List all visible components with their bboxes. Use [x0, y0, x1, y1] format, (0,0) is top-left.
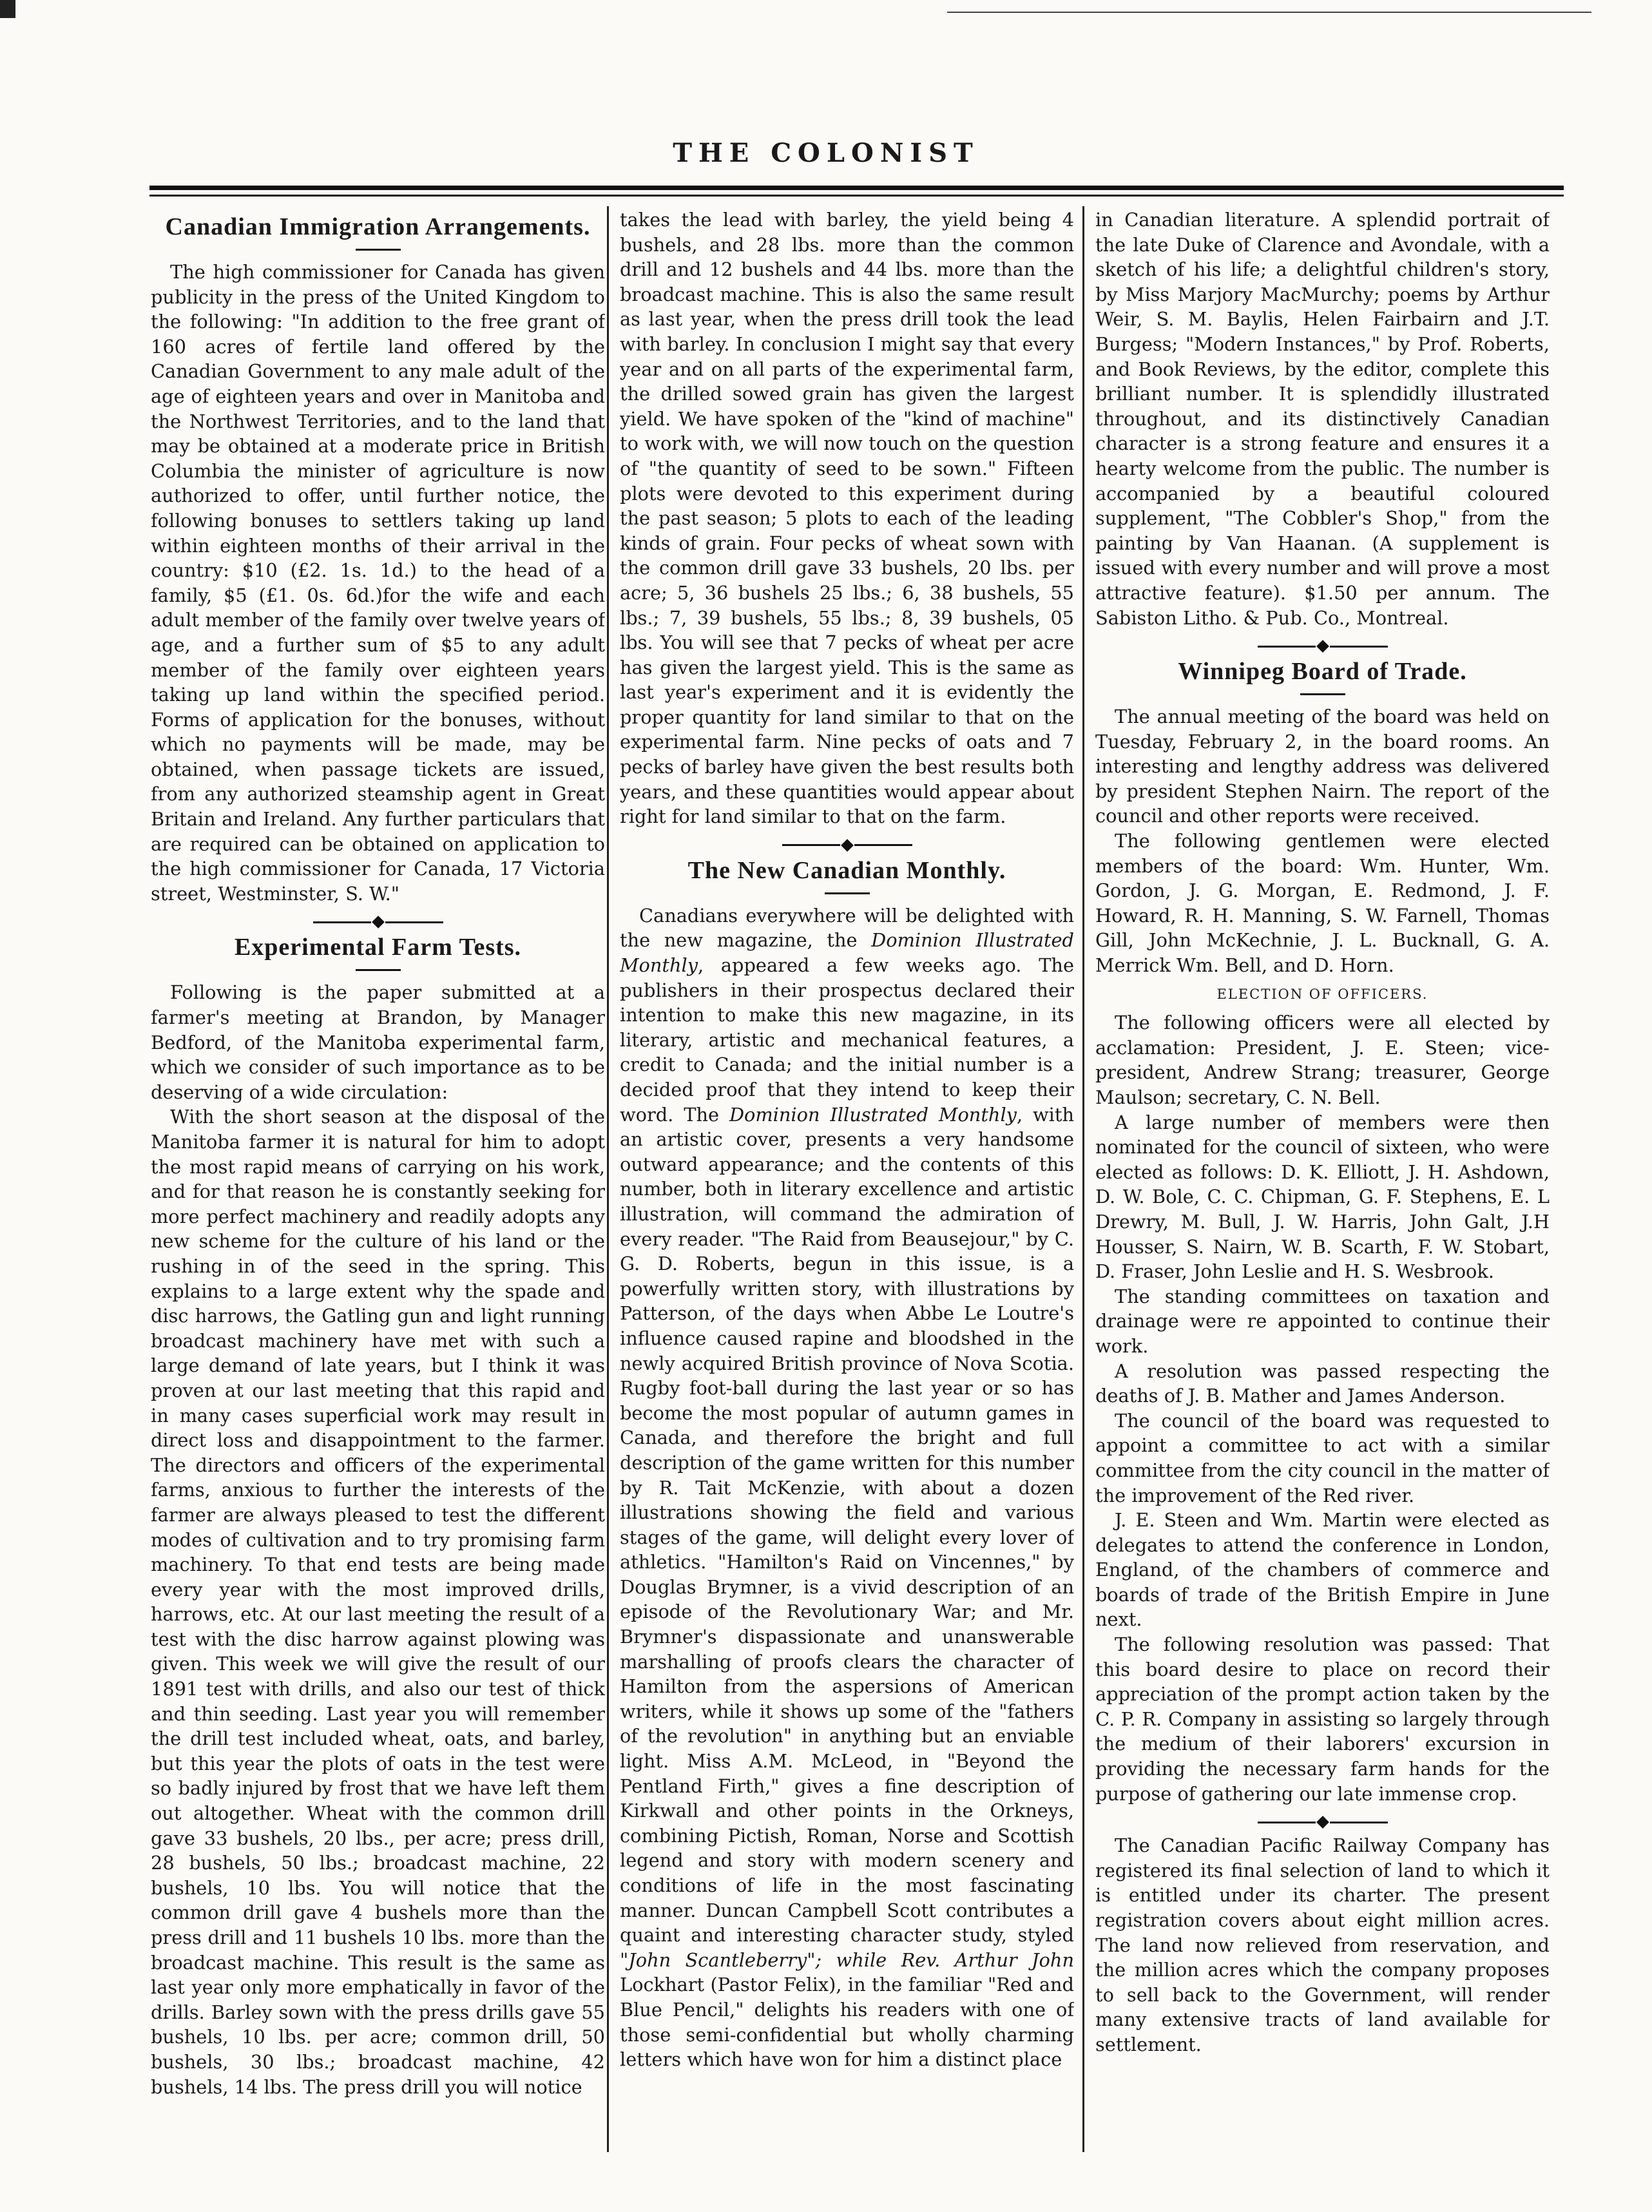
section-ornament	[620, 841, 1074, 850]
article-paragraph-continued: takes the lead with barley, the yield being 4 bushels, and 28 lbs. more than the common drill and 12 bushels and 44 lbs. more than the broadcast machine. This is also the same result as last year, when the press drill took the lead with barley. In conclusion I might say that every year and on all parts of the experimental farm, the drilled sowed grain has given the largest yield. We have spoken of the "kind of machine" to work with, we will now touch on the question of "the quantity of seed to be sown." Fifteen plots were devoted to this experiment during the past season; 5 plots to each of the leading kinds of grain. Four pecks of wheat sown with the common drill gave 33 bushels, 20 lbs. per acre; 5, 36 bushels 25 lbs.; 6, 38 bushels, 55 lbs.; 7, 39 bushels, 55 lbs.; 8, 39 bushels, 05 lbs. You will see that 7 pecks of wheat per acre has given the largest yield. This is the same as last year's experiment and it is evidently the proper quantity for land similar to that on the experimental farm. Nine pecks of oats and 7 pecks of barley have given the best results both years, and these quantities would appear about right for land similar to that on the farm.	[620, 209, 1074, 828]
article-title-monthly: The New Canadian Monthly.	[687, 856, 1006, 884]
text-run: Lockhart (Pastor Felix), in the familiar "Red and Blue Pencil," delights his readers with one of those semi-confidential but wholly charming letters which have won for him a distinct place	[620, 1974, 1074, 2071]
article-paragraph: The Canadian Pacific Railway Company has registered its final selection of land to which it is entitled under its charter. The present registration covers about eight million acres. The land now relieved from reservation, and the million acres which the company proposes to sell back to the Government, will render many extensive tracts of land available for settlement.	[1095, 1834, 1550, 2055]
text-run: , appeared a few weeks ago. The publishers in their prospectus declared their intention to make this new magazine, in its literary, artistic and mechanical features, a credit to Canada; and the initial number is a decided proof that they intend to keep their word. The	[620, 954, 1074, 1126]
article-paragraph: The high commissioner for Canada has given publicity in the press of the United Kingdom to the following: "In addition to the free grant of 160 acres of fertile land offered by the Canadian Government to any male adult of the age of eighteen years and over in Manitoba and the Northwest Territories, and to the land that may be obtained at a moderate price in British Columbia the minister of agriculture is now authorized to offer, until further notice, the following bonuses to settlers taking up land within eighteen months of their arrival in the country: $10 (£2. 1s. 1d.) to the head of a family, $5 (£1. 0s. 6d.)for the wife and each adult member of the family over twelve years of age, and a further sum of $5 to any adult member of the family over eighteen years taking up land within the specified period. Forms of application for the bonuses, without which no payments will be made, may be obtained, when passage tickets are issued, from any authorized steamship agent in Great Britain and Ireland. Any further particulars that are required can be obtained on application to the high commissioner for Canada, 17 Victoria street, Westminster, S. W."	[151, 261, 605, 905]
article-title-trade: Winnipeg Board of Trade.	[1178, 658, 1467, 686]
article-paragraph: The following resolution was passed: That this board desire to place on record their appreciation of the prompt action taken by the C. P. R. Company in assisting so largely through the medium of their laborers' excursion in providing the necessary farm hands for the purpose of gathering our late immense crop.	[1095, 1633, 1550, 1805]
article-paragraph: The standing committees on taxation and drainage were re appointed to continue their work.	[1095, 1285, 1550, 1357]
title-rule	[825, 892, 870, 894]
article-paragraph	[620, 903, 1074, 2072]
title-rule	[1300, 693, 1345, 695]
column-divider-1	[607, 206, 609, 2152]
corner-scan-mark	[0, 0, 15, 18]
article-paragraph: The annual meeting of the board was held on Tuesday, February 2, in the board rooms. An interesting and lengthy address was delivered by president Stephen Nairn. The report of the council and other reports were received.	[1095, 706, 1550, 827]
article-paragraph: The council of the board was requested to appoint a committee to act with a similar committee from the city council in the matter of the improvement of the Red river.	[1095, 1409, 1550, 1506]
masthead-rule-thick	[149, 186, 1564, 190]
magazine-title: Dominion Illustrated Monthly	[729, 1103, 1017, 1126]
top-rule-fragment	[947, 12, 1591, 13]
article-paragraph: A large number of members were then nominated for the council of sixteen, who were elected as follows: D. K. Elliott, J. H. Ashdown, D. W. Bole, C. C. Chipman, G. F. Stephens, E. L Drewry, M. Bull, J. W. Harris, John Galt, J.H Housser, S. Nairn, W. B. Scarth, F. W. Stobart, D. Fraser, John Leslie and H. S. Wesbrook.	[1095, 1111, 1550, 1283]
title-rule	[356, 249, 401, 251]
article-paragraph: A resolution was passed respecting the deaths of J. B. Mather and James Anderson.	[1095, 1360, 1550, 1407]
magazine-title: Dominion Illustrated Monthly	[620, 929, 1074, 977]
subheading-election: ELECTION OF OFFICERS.	[1216, 986, 1428, 1002]
column-divider-2	[1082, 206, 1084, 2152]
article-paragraph: The following gentlemen were elected members of the board: Wm. Hunter, Wm. Gordon, J. G. Morgan, E. Redmond, J. F. Howard, R. H. Manning, S. W. Farnell, Thomas Gill, John McKechnie, J. L. Bucknall, G. A. Merrick Wm. Bell, and D. Horn.	[1095, 830, 1550, 977]
masthead-rule-thin	[149, 195, 1564, 197]
column-3	[1095, 207, 1550, 2135]
article-title-farm: Experimental Farm Tests.	[234, 934, 522, 961]
column-1	[151, 207, 605, 2135]
masthead-title: THE COLONIST	[673, 138, 979, 168]
section-ornament	[1095, 1818, 1550, 1827]
column-2	[620, 207, 1074, 2135]
text-run: Canadians everywhere will be delighted with the new magazine, the	[620, 904, 1074, 952]
article-paragraph: J. E. Steen and Wm. Martin were elected as delegates to attend the conference in London, England, of the chambers of commerce and boards of trade of the British Empire in June next.	[1095, 1509, 1550, 1631]
article-paragraph: Following is the paper submitted at a farmer's meeting at Brandon, by Manager Bedford, of the Manitoba experimental farm, which we consider of such importance as to be deserving of a wide circulation:	[151, 981, 605, 1103]
text-run: , with an artistic cover, presents a very handsome outward appearance; and the contents of this number, both in literary excellence and artistic illustration, will command the admiration of every reader. "The Raid from Beausejour," by C. G. D. Roberts, begun in this issue, is a powerfully written story, with illustrations by Patterson, of the days when Abbe Le Loutre's influence caused rapine and bloodshed in the newly acquired British province of Nova Scotia. Rugby foot-ball during the last year or so has become the most popular of autumn games in Canada, and therefore the bright and full description of the game written for this number by R. Tait McKenzie, with about a dozen illustrations showing the field and various stages of the game, will delight every lover of athletics. "Hamilton's Raid on Vincennes," by Douglas Brymner, is a vivid description of an episode of the Revolutionary War; and Mr. Brymner's dispassionate and unanswerable marshalling of proofs clears the character of Hamilton from the aspersions of American writers, while it shows up some of the "fathers of the revolution" in anything but an enviable light. Miss A.M. McLeod, in "Beyond the Pentland Firth," gives a fine description of Kirkwall and other points in the Orkneys, combining Pictish, Roman, Norse and Scottish legend and story with modern scenery and conditions of life in the most fascinating manner. Duncan Campbell Scott contributes a quaint and interesting character study, styled	[620, 1103, 1074, 1947]
article-paragraph: The following officers were all elected by acclamation: President, J. E. Steen; vice-president, Andrew Strang; treasurer, George Maulson; secretary, C. N. Bell.	[1095, 1012, 1550, 1108]
article-title-immigration: Canadian Immigration Arrangements.	[165, 213, 591, 240]
title-rule	[356, 969, 401, 971]
article-paragraph: With the short season at the disposal of the Manitoba farmer it is natural for him to adopt the most rapid means of carrying on his work, and for that reason he is constantly seeking for more perfect machinery and readily adopts any new scheme for the culture of his land or the rushing in of the seed in the spring. This explains to a large extent why the spade and disc harrows, the Gatling gun and light running broadcast machinery have met with such a large demand of late years, but I think it was proven at our last meeting that this rapid and in many cases superficial work may result in direct loss and disappointment to the farmer. The directors and officers of the experimental farms, anxious to further the interests of the farmer are always pleased to test the different modes of cultivation and to try promising farm machinery. To that end tests are being made every year with the most improved drills, harrows, etc. At our last meeting the result of a test with the disc harrow against plowing was given. This week we will give the result of our 1891 test with drills, and also our test of thick and thin seeding. Last year you will remember the drill test included wheat, oats, and barley, but this year the plots of oats in the test were so badly injured by frost that we have left them out altogether. Wheat with the common drill gave 33 bushels, 20 lbs., per acre; press drill, 28 bushels, 50 lbs.; broadcast machine, 22 bushels, 10 lbs. You will notice that the common drill gave 4 bushels more than the press drill and 11 bushels 10 lbs. more than the broadcast machine. This result is the same as last year only more emphatically in favor of the drills. Barley sown with the press drills gave 55 bushels, 10 lbs. per acre; common drill, 50 bushels, 30 lbs.; broadcast machine, 42 bushels, 14 lbs. The press drill you will notice	[151, 1106, 605, 2098]
section-ornament	[1095, 642, 1550, 651]
article-paragraph-continued: in Canadian literature. A splendid portrait of the late Duke of Clarence and Avondale, with a sketch of his life; a delightful children's story, by Miss Marjory MacMurchy; poems by Arthur Weir, S. M. Baylis, Helen Fairbairn and J.T. Burgess; "Modern Instances," by Prof. Roberts, and Book Reviews, by the editor, complete this brilliant number. It is splendidly illustrated throughout, and its distinctively Canadian character is a strong feature and ensures it a hearty welcome from the public. The number is accompanied by a beautiful coloured supplement, "The Cobbler's Shop," from the painting by Van Haanan. (A supplement is issued with every number and will prove a most attractive feature). $1.50 per annum. The Sabiston Litho. & Pub. Co., Montreal.	[1095, 209, 1550, 629]
section-ornament	[151, 918, 605, 927]
story-title: "John Scantleberry"; while Rev. Arthur John	[620, 1948, 1074, 1971]
